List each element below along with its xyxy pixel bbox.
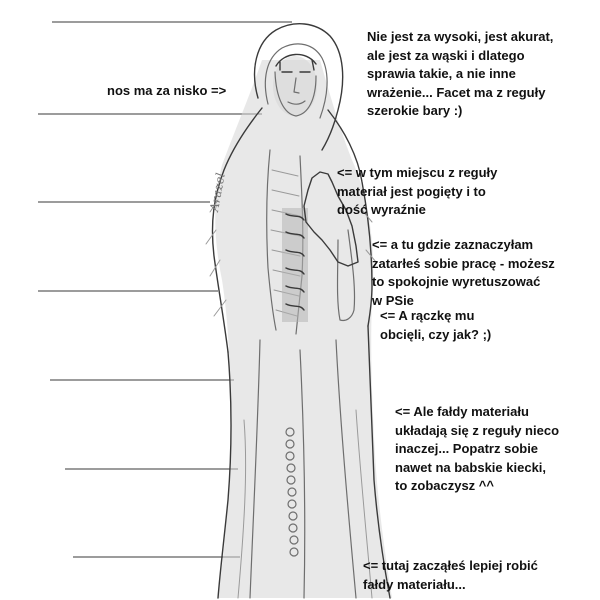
note-retouch: <= a tu gdzie zaznaczyłam zatarłeś sobie pracę - możesz to spokojnie wyretuszować w PSie: [372, 237, 555, 308]
robed-figure: [206, 24, 392, 598]
signature: Arazel: [207, 171, 228, 213]
note-nose: nos ma za nisko =>: [107, 83, 227, 98]
note-fold: <= w tym miejscu z reguły materiał jest pogięty i to dość wyraźnie: [337, 165, 498, 217]
tunic-pattern: [282, 208, 308, 322]
robe-shading: [215, 60, 392, 598]
note-folds-general: <= Ale fałdy materiału układają się z reguły nieco inaczej... Popatrz sobie nawet na babskie kiecki, to zobaczysz ^^: [395, 404, 560, 493]
note-better: <= tutaj zacząłeś lepiej robić fałdy materiału...: [363, 558, 538, 592]
note-shoulders: Nie jest za wysoki, jest akurat, ale jest za wąski i dlatego sprawia takie, a nie inne wrażenie... Facet ma z reguły szerokie bary :): [367, 29, 554, 118]
note-hand: <= A rączkę mu obcięli, czy jak? ;): [380, 308, 492, 342]
